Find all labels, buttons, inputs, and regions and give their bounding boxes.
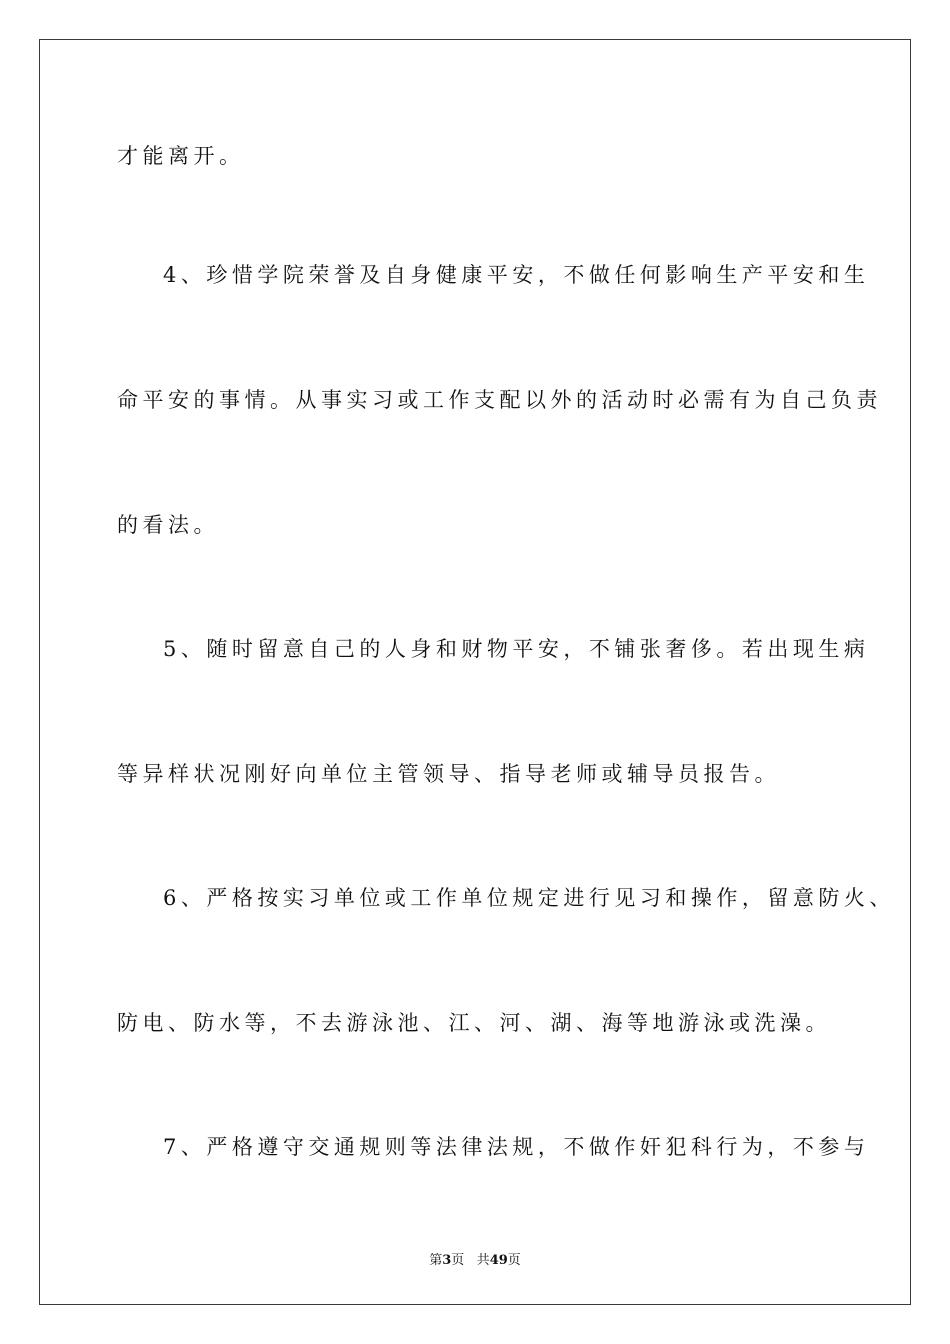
text-line: 才能离开。 [117, 144, 245, 168]
text-line: 5、随时留意自己的人身和财物平安，不铺张奢侈。若出现生病 [163, 637, 870, 661]
text-line: 的看法。 [117, 513, 219, 537]
footer-prefix: 第 [429, 1253, 443, 1268]
total-pages-number: 49 [489, 1253, 508, 1268]
text-line: 7、严格遵守交通规则等法律法规，不做作奸犯科行为，不参与 [163, 1135, 870, 1159]
text-line: 命平安的事情。从事实习或工作支配以外的活动时必需有为自己负责 [117, 388, 882, 412]
text-line: 4、珍惜学院荣誉及自身健康平安，不做任何影响生产平安和生 [163, 263, 870, 287]
footer-total-prefix: 共 [476, 1253, 490, 1268]
footer-total-suffix: 页 [507, 1253, 521, 1268]
page-footer [0, 1249, 950, 1268]
current-page-number: 3 [442, 1253, 452, 1268]
text-line: 6、严格按实习单位或工作单位规定进行见习和操作，留意防火、 [163, 886, 895, 910]
text-line: 等异样状况刚好向单位主管领导、指导老师或辅导员报告。 [117, 762, 780, 786]
text-line: 防电、防水等，不去游泳池、江、河、湖、海等地游泳或洗澡。 [117, 1011, 831, 1035]
footer-page-suffix: 页 [451, 1253, 465, 1268]
page-border [39, 39, 911, 1305]
